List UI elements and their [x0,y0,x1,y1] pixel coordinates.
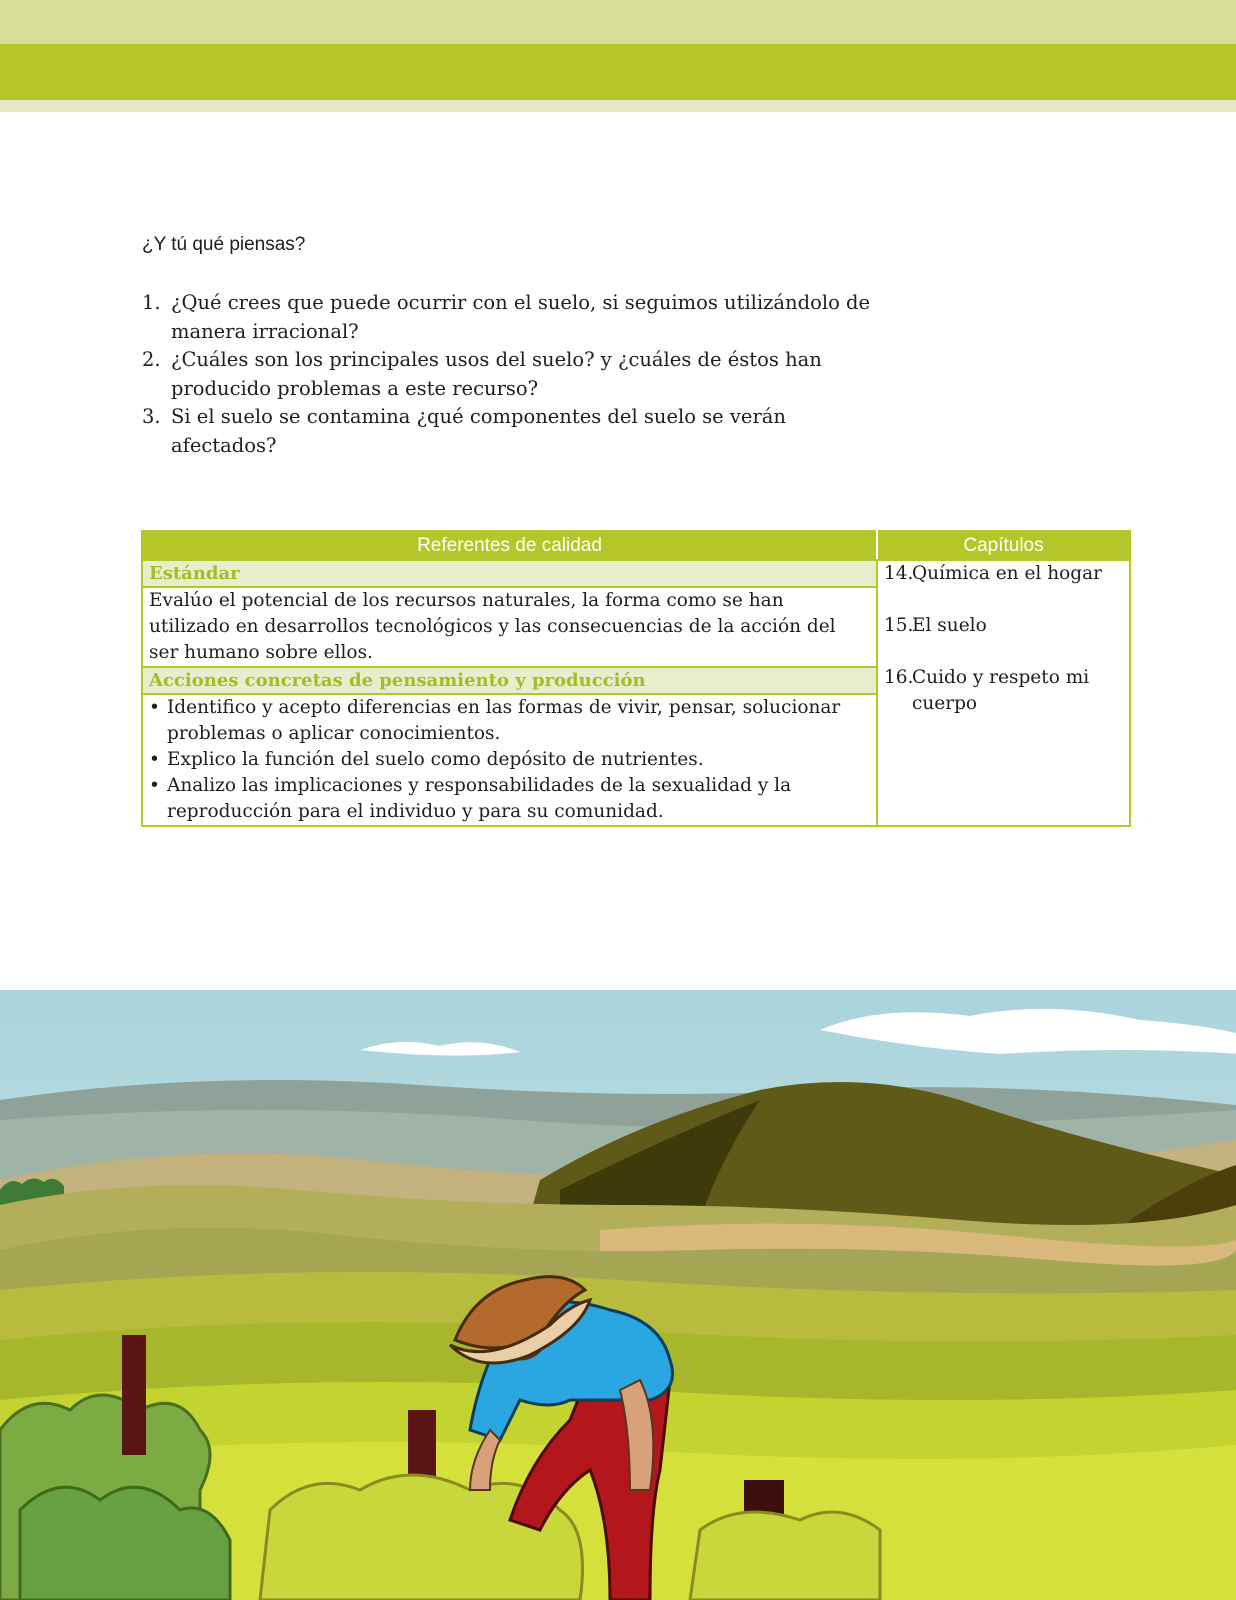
farmer-landscape-illustration [0,990,1236,1600]
question-item [142,403,882,460]
question-text: Si el suelo se contamina ¿qué componentes del suelo se verán afectados? [171,405,786,457]
table-header-chapters: Capítulos [877,531,1130,560]
question-text: ¿Qué crees que puede ocurrir con el suelo, si seguimos utilizándolo de manera irracional? [171,291,871,343]
chapter-title: Cuido y respeto mi cuerpo [912,667,1090,714]
chapter-number: 14. [884,563,914,584]
action-text: Explico la función del suelo como depósito de nutrientes. [167,749,704,770]
question-number: 3. [142,405,161,428]
actions-list [149,695,870,825]
standard-label: Estándar [142,560,877,587]
actions-cell [142,694,877,826]
chapter-title: El suelo [912,615,987,636]
fence-post [122,1335,146,1455]
action-text: Identifico y acepto diferencias en las formas de vivir, pensar, solucionar problemas o aplicar conocimientos. [167,697,841,744]
bullet: • [149,775,160,796]
header-band [0,44,1236,100]
bush-right [690,1512,880,1600]
question-list [142,289,882,460]
action-item [149,695,870,747]
question-item [142,289,882,346]
quality-references-table [141,530,1131,827]
bullet: • [149,749,160,770]
question-number: 2. [142,348,161,371]
chapter-title: Química en el hogar [912,563,1102,584]
header-band-light [0,0,1236,44]
standard-text: Evalúo el potencial de los recursos naturales, la forma como se han utilizado en desarrollos tecnológicos y las consecuencias de la acción del ser humano sobre ellos. [142,587,877,667]
action-item [149,773,870,825]
actions-label: Acciones concretas de pensamiento y producción [142,667,877,694]
question-number: 1. [142,291,161,314]
chapters-cell [877,560,1130,826]
table-header-references: Referentes de calidad [142,531,877,560]
chapter-item [884,561,1123,587]
chapter-item [884,665,1123,717]
header-band-shadow [0,100,1236,112]
chapter-number: 15. [884,615,914,636]
action-item [149,747,870,773]
section-title: ¿Y tú qué piensas? [142,234,306,255]
action-text: Analizo las implicaciones y responsabilidades de la sexualidad y la reproducción para el individuo y para su comunidad. [167,775,792,822]
chapter-number: 16. [884,667,914,688]
chapter-item [884,613,1123,639]
question-item [142,346,882,403]
bullet: • [149,697,160,718]
question-text: ¿Cuáles son los principales usos del suelo? y ¿cuáles de éstos han producido problemas a este recurso? [171,348,822,400]
